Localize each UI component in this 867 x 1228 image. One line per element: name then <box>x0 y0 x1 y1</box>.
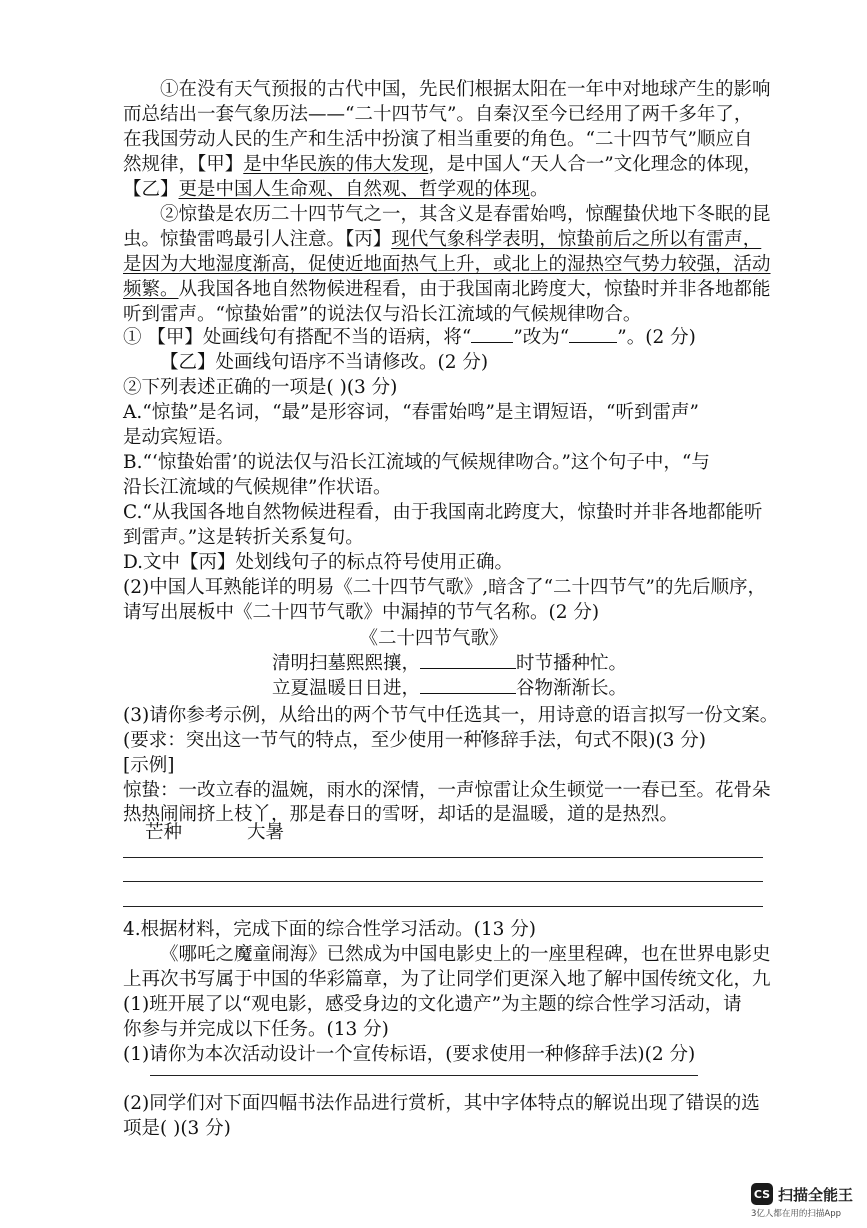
q4-material-line1: 《哪吒之魔童闹海》已然成为中国电影史上的一座里程碑，也在世界电影史 <box>160 944 771 965</box>
song-row-1 <box>272 652 627 676</box>
answer-line[interactable] <box>123 857 763 858</box>
q4-material-line2: 上再次书写属于中国的华彩篇章，为了让同学们更深入地了解中国传统文化，九 <box>123 969 771 990</box>
q3-line1 <box>123 704 778 728</box>
example-line1: 惊蛰：一改立春的温婉，雨水的深情，一声惊雷让众生顿觉一一春已至。花骨朵 <box>123 780 771 801</box>
answer-line[interactable] <box>123 906 763 907</box>
emphasis-dotted-text: 任选其一 <box>445 705 520 726</box>
q1-option-a-line1: A.“惊蛰”是名词，“最”是形容词，“春雷始鸣”是主谓短语，“听到雷声” <box>123 402 699 423</box>
q1-option-b-line2: 沿长江流域的气候规律”作状语。 <box>123 477 392 498</box>
passage-p1-line3: 在我国劳动人民的生产和生活中扮演了相当重要的角色。“二十四节气”顺应自 <box>123 129 753 150</box>
song-row-1-end: 时节播种忙。 <box>516 653 628 674</box>
q4-material-line3: (1)班开展了以“观电影，感受身边的文化遗产”为主题的综合性学习活动，请 <box>123 994 742 1015</box>
underlined-sentence-jia: 是中华民族的伟大发现 <box>243 154 429 175</box>
answer-line[interactable] <box>123 881 763 882</box>
q1-option-c-line2: 到雷声。”这是转折关系复句。 <box>123 527 364 548</box>
passage-p1-line4 <box>123 153 762 177</box>
season-option-mangzhong: 芒种 <box>145 822 183 843</box>
answer-blank-1[interactable] <box>471 326 513 343</box>
q1-option-c-line1: C.“从我国各地自然物候进程看，由于我国南北跨度大，惊蛰时并非各地都能听 <box>123 502 763 523</box>
passage-text: 虫。惊蛰雷鸣最引人注意。【丙】 <box>123 229 392 250</box>
camscanner-icon: CS <box>751 1183 773 1205</box>
passage-p1-line1: ①在没有天气预报的古代中国，先民们根据太阳在一年中对地球产生的影响 <box>160 79 771 100</box>
song-title: 《二十四节气歌》 <box>359 628 508 649</box>
q3-line2: (要求：突出这一节气的特点，至少使用一种修辞手法，句式不限)(3 分) <box>123 730 707 751</box>
q2-line1: (2)中国人耳熟能详的明易《二十四节气歌》,暗含了“二十四节气”的先后顺序， <box>123 577 767 598</box>
underlined-sentence-yi: 更是中国人生命观、自然观、哲学观的体现 <box>178 179 531 200</box>
label-yi: 【乙】 <box>123 179 179 200</box>
scanner-logo <box>751 1183 853 1205</box>
song-row-2-text: 立夏温暖日日进， <box>272 678 421 699</box>
slogan-answer-line[interactable] <box>150 1075 698 1076</box>
song-blank-2[interactable] <box>420 677 516 694</box>
q2-line2: 请写出展板中《二十四节气歌》中漏掉的节气名称。(2 分) <box>123 602 600 623</box>
passage-p1-line5 <box>123 178 549 202</box>
q3-text: (3)请你参考示例，从给出的两个节气中 <box>123 705 446 726</box>
underlined-sentence-bing-cont: 是因为大地湿度渐高，促使近地面热气上升，或北上的湿热空气势力较强，活动 <box>123 254 771 275</box>
q1-option-d: D.文中【丙】处划线句子的标点符号使用正确。 <box>123 552 514 573</box>
q1-part-c: ②下列表述正确的一项是( )(3 分) <box>123 377 398 398</box>
underlined-sentence-bing: 现代气象科学表明，惊蛰前后之所以有雷声， <box>391 229 762 250</box>
q1-a-mid: ”改为“ <box>513 327 570 348</box>
q1-a-prefix: ① 【甲】处画线句有搭配不当的语病，将“ <box>123 327 472 348</box>
passage-p2-line1: ②惊蛰是农历二十四节气之一，其含义是春雷始鸣，惊醒蛰伏地下冬眠的昆 <box>160 204 771 225</box>
song-row-2-end: 谷物渐渐长。 <box>516 678 628 699</box>
passage-p2-line4 <box>123 278 771 302</box>
answer-blank-2[interactable] <box>569 326 617 343</box>
q3-text-end: ，用诗意的语言拟写一份文案。 <box>519 705 779 726</box>
song-row-1-text: 清明扫墓熙熙攘， <box>272 653 421 674</box>
q4-subquestion-1: (1)请你为本次活动设计一个宣传标语，(要求使用一种修辞手法)(2 分) <box>123 1044 696 1065</box>
season-option-dashu: 大暑 <box>247 822 285 843</box>
q1-part-b: 【乙】处画线句语序不当请修改。(2 分) <box>160 352 489 373</box>
q4-subquestion-2-line2: 项是( )(3 分) <box>123 1118 231 1139</box>
passage-p2-line5: 听到雷声。“惊蛰始雷”的说法仅与沿长江流域的气候规律吻合。 <box>123 304 642 325</box>
underlined-sentence-bing-end: 频繁。 <box>123 279 179 300</box>
q1-a-suffix: ”。(2 分) <box>617 327 696 348</box>
q4-subquestion-2-line1: (2)同学们对下面四幅书法作品进行赏析，其中字体特点的解说出现了错误的选 <box>123 1093 760 1114</box>
scanner-tagline: 3亿人都在用的扫描App <box>751 1209 842 1219</box>
song-row-2 <box>272 677 627 701</box>
example-label: [示例] <box>123 755 175 776</box>
passage-p2-line2 <box>123 228 761 252</box>
example-line2: 热热闹闹挤上枝丫，那是春日的雪呀，却话的是温暖，道的是热烈。 <box>123 804 679 825</box>
passage-p1-line2: 而总结出一套气象历法——“二十四节气”。自秦汉至今已经用了两千多年了， <box>123 104 753 125</box>
q1-option-a-line2: 是动宾短语。 <box>123 427 235 448</box>
q4-heading: 4.根据材料，完成下面的综合性学习活动。(13 分) <box>123 919 537 940</box>
q4-material-line4: 你参与并完成以下任务。(13 分) <box>123 1019 389 1040</box>
label-jia: 然规律，【甲】 <box>123 154 244 175</box>
song-blank-1[interactable] <box>420 652 516 669</box>
passage-text: 从我国各地自然物候进程看，由于我国南北跨度大，惊蛰时并非各地都能 <box>178 279 771 300</box>
scanner-brand-name: 扫描全能王 <box>778 1185 854 1204</box>
q1-part-a <box>123 326 696 350</box>
passage-text: ，是中国人“天人合一”文化理念的体现， <box>428 154 762 175</box>
q1-option-b-line1: B.“‘惊蛰始雷’的说法仅与沿长江流域的气候规律吻合。”这个句子中，“与 <box>123 452 710 473</box>
passage-text: 。 <box>530 179 549 200</box>
